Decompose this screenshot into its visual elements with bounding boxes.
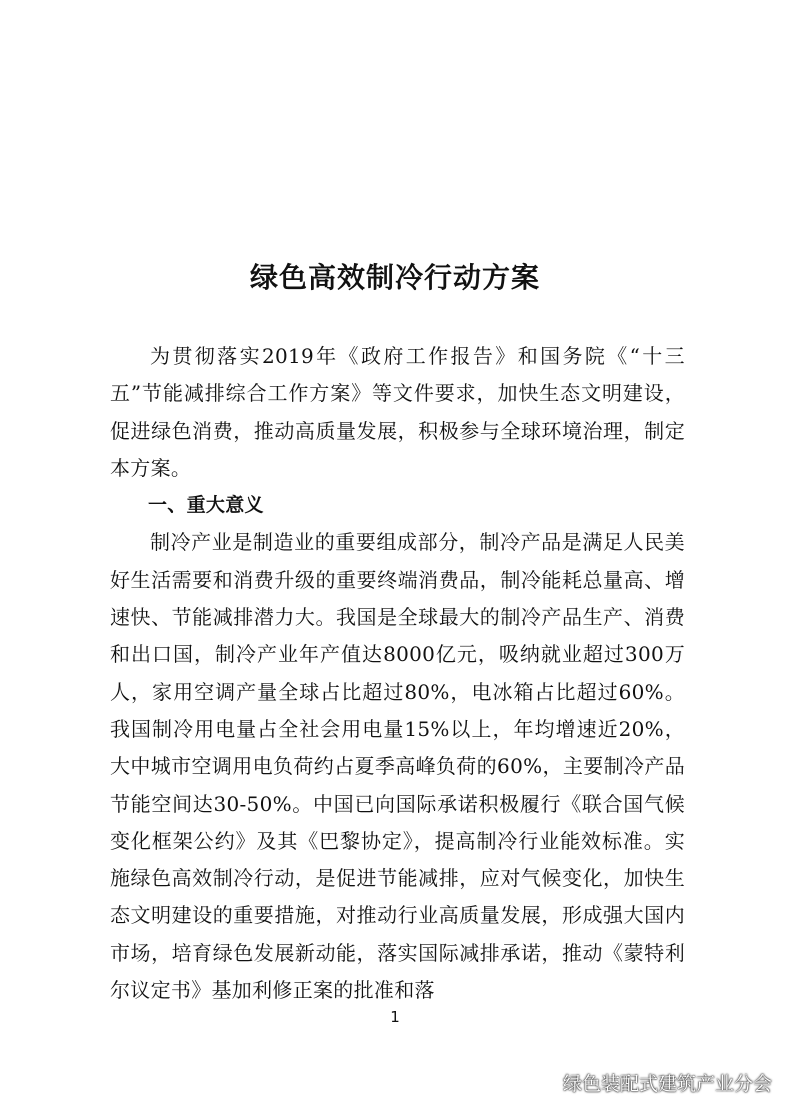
document-title: 绿色高效制冷行动方案 [249, 261, 540, 294]
page-number: 1 [390, 1008, 400, 1026]
section-paragraph: 制冷产业是制造业的重要组成部分，制冷产品是满足人民美好生活需要和消费升级的重要终端消费品，制冷能耗总量高、增速快、节能减排潜力大。我国是全球最大的制冷产品生产、消费和出口国，制冷产业年产值达8000亿元，吸纳就业超过300万人，家用空调产量全球占比超过80%，电冰箱占比超过60%。我国制冷用电量占全社会用电量15%以上，年均增速近20%，大中城市空调用电负荷约占夏季高峰负荷的60%，主要制冷产品节能空间达30-50%。中国已向国际承诺积极履行《联合国气候变化框架公约》及其《巴黎协定》，提高制冷行业能效标准。实施绿色高效制冷行动，是促进节能减排，应对气候变化，加快生态文明建设的重要措施，对推动行业高质量发展，形成强大国内市场，培育绿色发展新动能，落实国际减排承诺，推动《蒙特利尔议定书》基加利修正案的批准和落 [110, 530, 685, 1003]
watermark [527, 1069, 772, 1096]
section-heading: 一、重大意义 [148, 494, 264, 517]
intro-paragraph: 为贯彻落实2019年《政府工作报告》和国务院《“十三五”节能减排综合工作方案》等文件要求，加快生态文明建设，促进绿色消费，推动高质量发展，积极参与全球环境治理，制定本方案。 [110, 344, 685, 480]
document-body [110, 338, 685, 1009]
wechat-icon [527, 1072, 555, 1094]
watermark-text: 绿色装配式建筑产业分会 [562, 1073, 772, 1095]
